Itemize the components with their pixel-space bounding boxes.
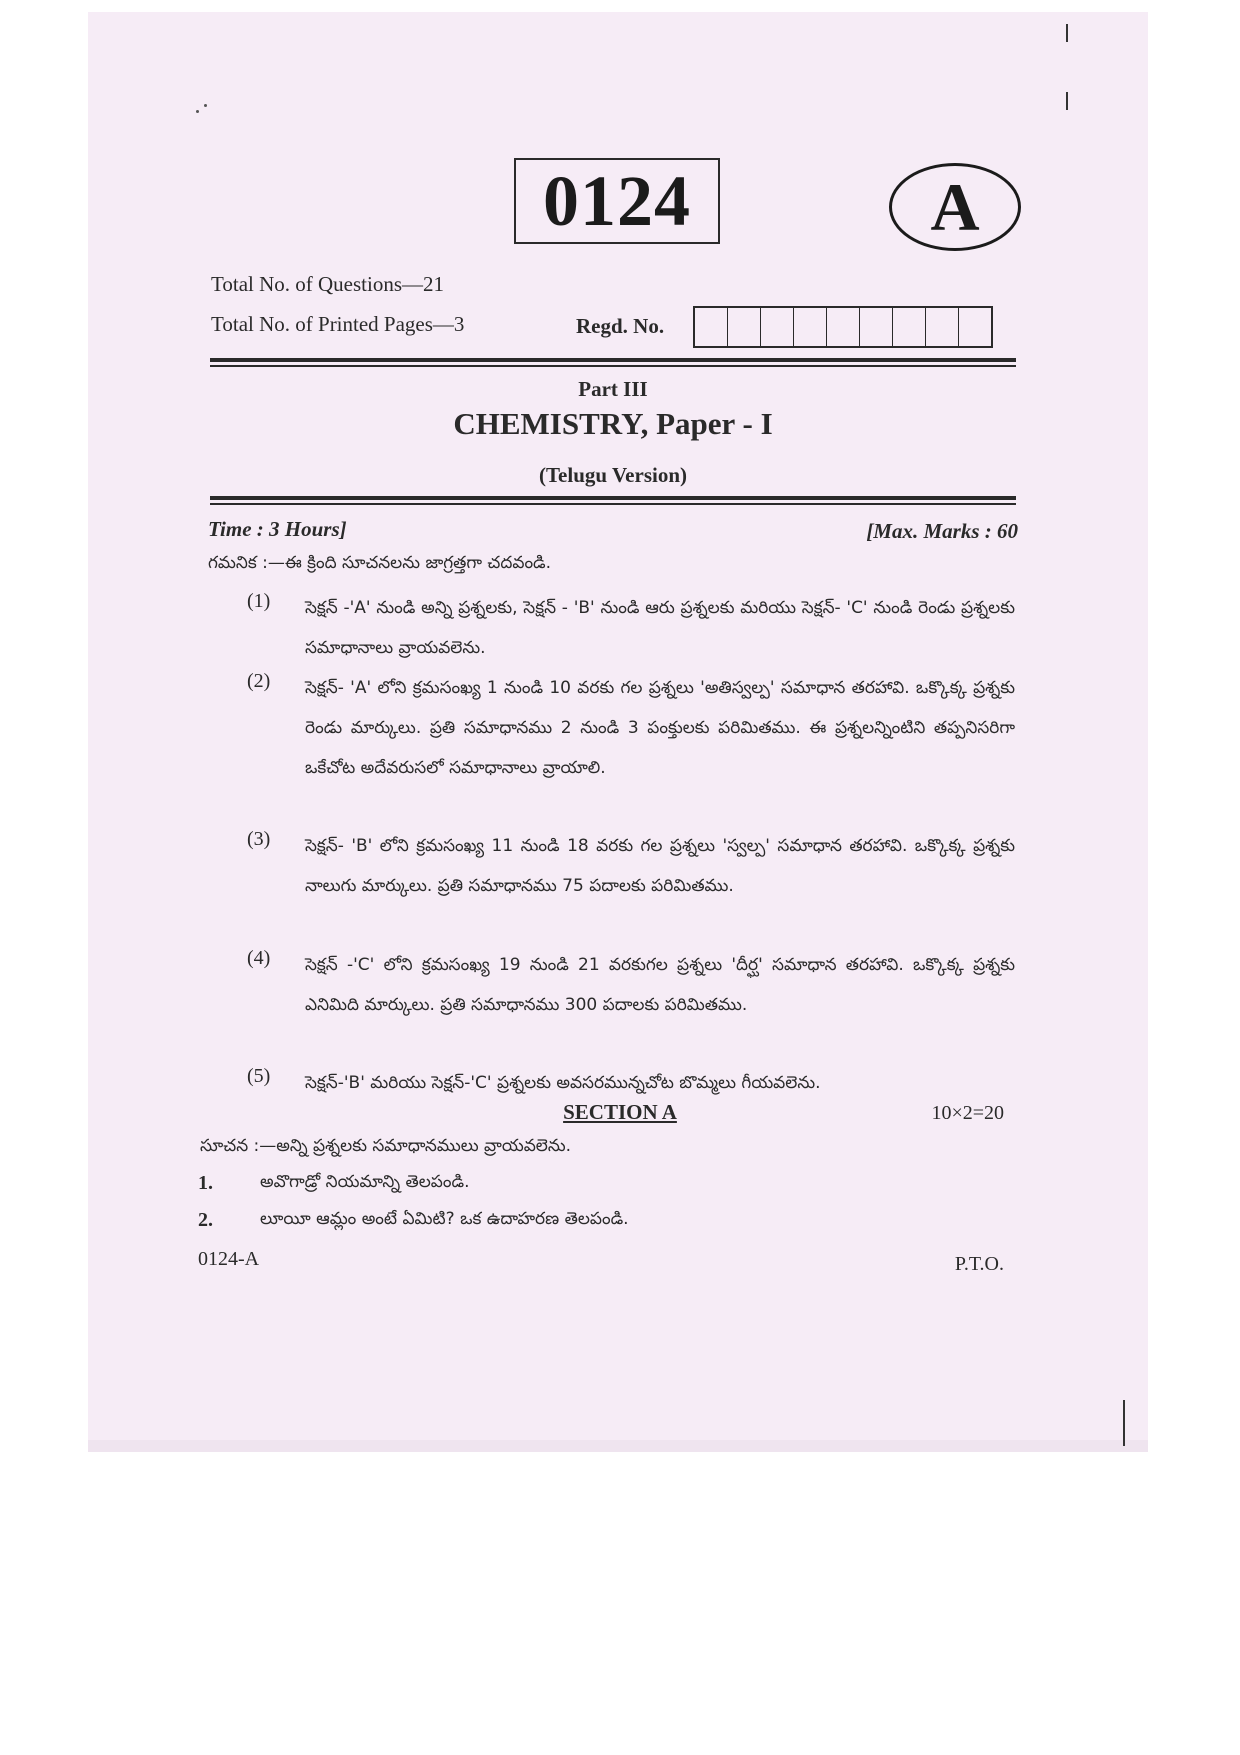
instruction-text: సెక్షన్ -'C' లోని క్రమసంఖ్య 19 నుండి 21 వరకుగల ప్రశ్నలు 'దీర్ఘ' సమాధాన తరహావి. ఒక్కొక్క ప్రశ్నకు ఎనిమిది మార్కులు. ప్రతి సమాధానము 300 పదాలకు పరిమితము. bbox=[305, 955, 1015, 1015]
instruction-text: సెక్షన్-'B' మరియు సెక్షన్-'C' ప్రశ్నలకు అవసరమున్నచోట బొమ్మలు గీయవలెను. bbox=[305, 1073, 821, 1093]
instruction-number: (1) bbox=[247, 590, 271, 612]
regd-digit-box bbox=[728, 308, 761, 346]
instruction-number: (5) bbox=[247, 1065, 271, 1087]
divider-thin bbox=[210, 503, 1016, 505]
instruction-text: సెక్షన్- 'A' లోని క్రమసంఖ్య 1 నుండి 10 వరకు గల ప్రశ్నలు 'అతిస్వల్ప' సమాధాన తరహావి. ఒక్కొక్క ప్రశ్నకు రెండు మార్కులు. ప్రతి సమాధానము 2 నుండి 3 పంక్తులకు పరిమితము. ఈ ప్రశ్నలన్నింటిని తప్పనిసరిగా ఒకేచోట అదేవరుసలో సమాధానాలు వ్రాయాలి. bbox=[305, 678, 1015, 778]
regd-digit-box bbox=[695, 308, 728, 346]
regd-digit-box bbox=[761, 308, 794, 346]
question-item bbox=[198, 1172, 469, 1196]
scan-speck bbox=[196, 110, 199, 113]
instruction-item bbox=[247, 668, 1017, 788]
question-text: అవొగాడ్రో నియమాన్ని తెలపండి. bbox=[260, 1172, 470, 1192]
section-instruction: సూచన :—అన్ని ప్రశ్నలకు సమాధానములు వ్రాయవలెను. bbox=[200, 1136, 572, 1156]
subject-title: CHEMISTRY, Paper - I bbox=[453, 406, 773, 441]
regd-digit-box bbox=[959, 308, 991, 346]
divider-thick bbox=[210, 496, 1016, 500]
max-marks: [Max. Marks : 60 bbox=[866, 519, 1018, 543]
instruction-text: సెక్షన్ -'A' నుండి అన్ని ప్రశ్నలకు, సెక్షన్ - 'B' నుండి ఆరు ప్రశ్నలకు మరియు సెక్షన్- 'C' నుండి రెండు ప్రశ్నలకు సమాధానాలు వ్రాయవలెను. bbox=[305, 598, 1015, 658]
scan-edge-mark bbox=[1123, 1400, 1125, 1446]
part-label: Part III bbox=[578, 377, 648, 401]
instruction-text: సెక్షన్- 'B' లోని క్రమసంఖ్య 11 నుండి 18 వరకు గల ప్రశ్నలు 'స్వల్ప' సమాధాన తరహావి. ఒక్కొక్క ప్రశ్నకు నాలుగు మార్కులు. ప్రతి సమాధానము 75 పదాలకు పరిమితము. bbox=[305, 836, 1015, 896]
instruction-item bbox=[247, 588, 1017, 668]
question-number: 1. bbox=[198, 1172, 213, 1194]
time-allowed: Time : 3 Hours] bbox=[208, 517, 347, 541]
section-marks: 10×2=20 bbox=[931, 1102, 1004, 1124]
instruction-number: (2) bbox=[247, 670, 271, 692]
question-number: 2. bbox=[198, 1209, 213, 1231]
instructions-heading: గమనిక :—ఈ క్రింది సూచనలను జాగ్రత్తగా చదవండి. bbox=[208, 553, 552, 573]
regd-digit-box bbox=[827, 308, 860, 346]
instruction-item bbox=[247, 1063, 1017, 1103]
scan-speck bbox=[204, 104, 207, 107]
version-label: (Telugu Version) bbox=[538, 463, 687, 487]
instruction-item bbox=[247, 945, 1017, 1025]
instruction-number: (4) bbox=[247, 947, 271, 969]
regd-digit-box bbox=[893, 308, 926, 346]
section-title: SECTION A bbox=[563, 1100, 677, 1124]
regd-number-boxes bbox=[693, 306, 993, 348]
regd-label: Regd. No. bbox=[576, 314, 665, 338]
paper-code: 0124 bbox=[514, 158, 720, 244]
divider-thick bbox=[210, 358, 1016, 362]
regd-digit-box bbox=[860, 308, 893, 346]
total-questions: Total No. of Questions—21 bbox=[211, 272, 445, 296]
instruction-item bbox=[247, 826, 1017, 906]
scan-edge-mark bbox=[1066, 24, 1068, 42]
divider-thin bbox=[210, 365, 1016, 367]
instruction-number: (3) bbox=[247, 828, 271, 850]
footer-paper-code: 0124-A bbox=[198, 1248, 260, 1270]
regd-digit-box bbox=[794, 308, 827, 346]
set-code-badge: A bbox=[889, 163, 1021, 251]
question-text: లూయీ ఆమ్లం అంటే ఏమిటి? ఒక ఉదాహరణ తెలపండి. bbox=[260, 1209, 629, 1229]
scan-edge bbox=[88, 1440, 1148, 1452]
regd-digit-box bbox=[926, 308, 959, 346]
total-pages: Total No. of Printed Pages—3 bbox=[211, 312, 465, 336]
question-item bbox=[198, 1209, 629, 1233]
pto-label: P.T.O. bbox=[954, 1253, 1004, 1275]
scan-edge-mark bbox=[1066, 92, 1068, 110]
